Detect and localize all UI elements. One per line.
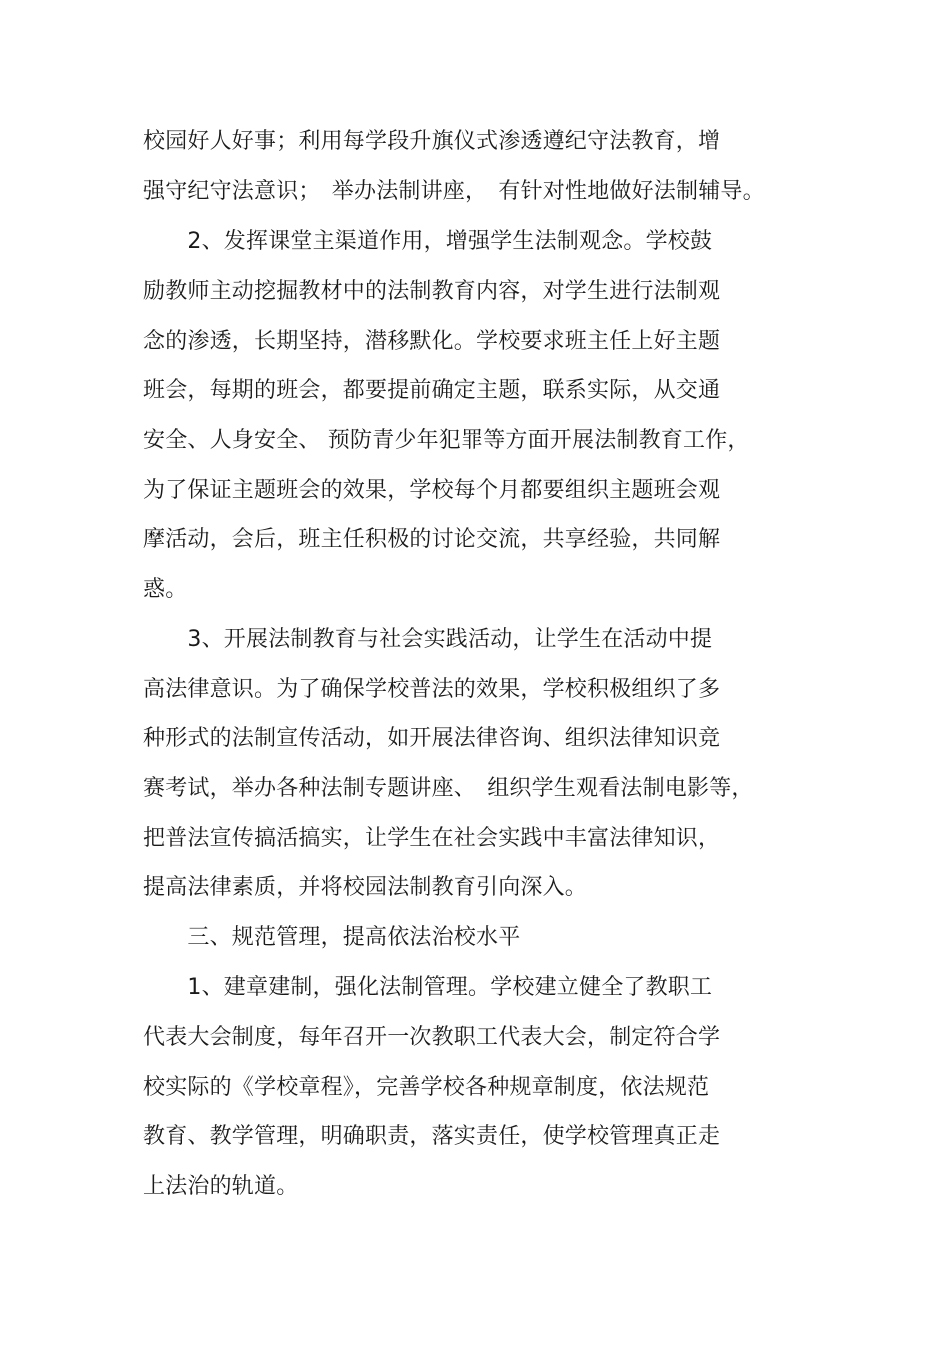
text-line: 安全、人身安全、 预防青少年犯罪等方面开展法制教育工作， [143,428,750,453]
text-line: 励教师主动挖掘教材中的法制教育内容，对学生进行法制观 [143,279,721,304]
text-line: 1、建章建制，强化法制管理。学校建立健全了教职工 [143,975,713,1000]
text-line: 把普法宣传搞活搞实，让学生在社会实践中丰富法律知识， [143,826,721,851]
text-line: 摩活动，会后，班主任积极的讨论交流，共享经验，共同解 [143,527,721,552]
text-line: 校园好人好事；利用每学段升旗仪式渗透遵纪守法教育，增 [143,129,721,154]
text-line: 惑。 [143,577,188,602]
text-line: 高法律意识。为了确保学校普法的效果，学校积极组织了多 [143,677,721,702]
text-line: 种形式的法制宣传活动，如开展法律咨询、组织法律知识竞 [143,726,721,751]
text-line: 提高法律素质，并将校园法制教育引向深入。 [143,875,588,900]
text-line: 校实际的《学校章程》，完善学校各种规章制度，依法规范 [143,1075,710,1100]
text-line: 为了保证主题班会的效果，学校每个月都要组织主题班会观 [143,478,721,503]
text-line: 念的渗透，长期坚持，潜移默化。学校要求班主任上好主题 [143,329,721,354]
text-line: 教育、教学管理，明确职责，落实责任，使学校管理真正走 [143,1124,721,1149]
text-line: 代表大会制度，每年召开一次教职工代表大会，制定符合学 [143,1025,721,1050]
text-line: 上法治的轨道。 [143,1174,299,1199]
section-heading: 三、规范管理，提高依法治校水平 [143,925,521,950]
text-line: 强守纪守法意识； 举办法制讲座， 有针对性地做好法制辅导。 [143,179,765,204]
text-line: 3、开展法制教育与社会实践活动，让学生在活动中提 [143,627,713,652]
text-line: 赛考试，举办各种法制专题讲座、 组织学生观看法制电影等， [143,776,754,801]
text-line: 2、发挥课堂主渠道作用，增强学生法制观念。学校鼓 [143,229,713,254]
text-line: 班会，每期的班会，都要提前确定主题，联系实际，从交通 [143,378,721,403]
